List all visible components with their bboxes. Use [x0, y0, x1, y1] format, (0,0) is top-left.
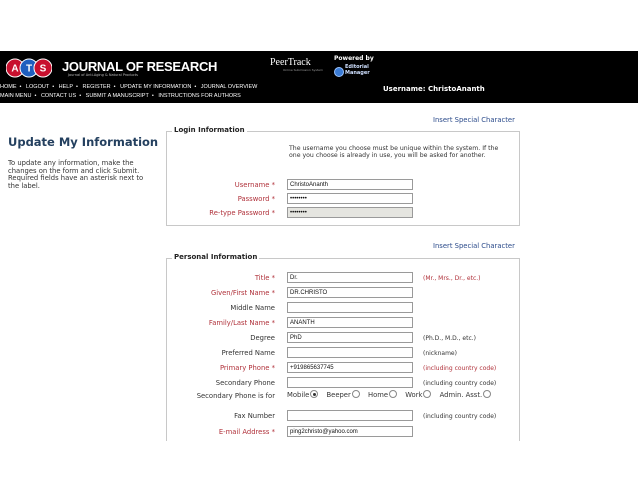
- radio-button[interactable]: [423, 390, 431, 398]
- editorial-manager-text: Editorial Manager: [345, 64, 370, 76]
- page-title: Update My Information: [8, 135, 159, 149]
- radio-label: Mobile: [287, 391, 310, 399]
- personal-information-legend: Personal Information: [174, 253, 258, 261]
- fax-number-input[interactable]: [287, 410, 413, 421]
- retype-password-input[interactable]: ••••••••: [287, 207, 413, 218]
- radio-button[interactable]: [389, 390, 397, 398]
- nav-journal-overview[interactable]: JOURNAL OVERVIEW: [200, 84, 258, 90]
- password-label: Password *: [237, 195, 275, 203]
- radio-button[interactable]: [310, 390, 318, 398]
- middle-name-label: Middle Name: [230, 304, 275, 312]
- nav-instructions-for-authors[interactable]: INSTRUCTIONS FOR AUTHORS: [158, 93, 241, 99]
- title-input[interactable]: Dr.: [287, 272, 413, 283]
- site-header: [0, 51, 638, 103]
- nav-help[interactable]: HELP: [58, 84, 74, 90]
- primary-phone-input[interactable]: +919865637745: [287, 362, 413, 373]
- given-name-input[interactable]: DR.CHRISTO: [287, 287, 413, 298]
- radio-label: Admin. Asst.: [439, 391, 483, 399]
- secondary-phone-type-radio-group: [287, 390, 497, 399]
- peertrack-subtitle: Online Submission System: [283, 68, 323, 72]
- radio-button[interactable]: [352, 390, 360, 398]
- username-input[interactable]: ChristoAnanth: [287, 179, 413, 190]
- radio-label: Home: [367, 391, 389, 399]
- primary-phone-hint: (including country code): [423, 365, 497, 372]
- username-label: Username *: [234, 181, 275, 189]
- title-label: Title *: [254, 274, 275, 282]
- middle-name-input[interactable]: [287, 302, 413, 313]
- fax-number-label: Fax Number: [234, 412, 275, 420]
- password-input[interactable]: ••••••••: [287, 193, 413, 204]
- powered-by-label: Powered by: [334, 55, 374, 62]
- preferred-name-label: Preferred Name: [221, 349, 275, 357]
- retype-password-label: Re-type Password *: [209, 209, 275, 217]
- journal-title: JOURNAL OF RESEARCH: [62, 59, 218, 74]
- secondary-phone-label: Secondary Phone: [215, 379, 275, 387]
- radio-option-mobile[interactable]: [287, 391, 321, 399]
- title-hint: (Mr., Mrs., Dr., etc.): [423, 275, 481, 282]
- page-instructions: To update any information, make the changes on the form and click Submit. Required fields have an asterisk next to the label.: [8, 159, 144, 190]
- radio-label: Beeper: [326, 391, 351, 399]
- editorial-manager-logo: [334, 64, 376, 82]
- journal-logo-icon[interactable]: [6, 57, 52, 79]
- email-address-input[interactable]: ping2christo@yahoo.com: [287, 426, 413, 437]
- logo-letter: S: [39, 63, 47, 75]
- login-information-legend: Login Information: [174, 126, 245, 134]
- journal-subtitle: Journal of Anti-Aging & Natural Products: [68, 73, 138, 77]
- preferred-name-hint: (nickname): [423, 350, 457, 357]
- radio-option-home[interactable]: [368, 391, 400, 399]
- radio-option-beeper[interactable]: [326, 391, 362, 399]
- username-note: The username you choose must be unique within the system. If the one you choose is already in use, you will be asked for another.: [289, 145, 499, 160]
- editorial-manager-icon: [334, 67, 344, 77]
- peertrack-logo: PeerTrack: [270, 57, 311, 68]
- degree-input[interactable]: PhD: [287, 332, 413, 343]
- secondary-phone-hint: (including country code): [423, 380, 497, 387]
- username-display: Username: ChristoAnanth: [383, 85, 485, 93]
- nav-submit-manuscript[interactable]: SUBMIT A MANUSCRIPT: [85, 93, 149, 99]
- insert-special-character-link[interactable]: Insert Special Character: [433, 242, 515, 250]
- nav-contact-us[interactable]: CONTACT US: [40, 93, 77, 99]
- family-name-input[interactable]: ANANTH: [287, 317, 413, 328]
- nav-register[interactable]: REGISTER: [82, 84, 111, 90]
- radio-label: Work: [405, 391, 423, 399]
- logo-letter: T: [25, 63, 33, 75]
- nav-main-menu[interactable]: MAIN MENU: [0, 93, 32, 99]
- fax-number-hint: (including country code): [423, 413, 497, 420]
- given-name-label: Given/First Name *: [210, 289, 275, 297]
- email-address-label: E-mail Address *: [218, 428, 275, 436]
- preferred-name-input[interactable]: [287, 347, 413, 358]
- logo-letter: A: [11, 63, 19, 75]
- secondary-phone-input[interactable]: [287, 377, 413, 388]
- radio-option-admin-asst[interactable]: [440, 391, 495, 399]
- insert-special-character-link[interactable]: Insert Special Character: [433, 116, 515, 124]
- nav-logout[interactable]: LOGOUT: [25, 84, 50, 90]
- primary-phone-label: Primary Phone *: [219, 364, 275, 372]
- radio-option-work[interactable]: [405, 391, 434, 399]
- radio-button[interactable]: [483, 390, 491, 398]
- degree-hint: (Ph.D., M.D., etc.): [423, 335, 477, 342]
- top-nav-row-1: HOME • LOGOUT • HELP • REGISTER • UPDATE MY INFORMATION • JOURNAL OVERVIEW: [0, 84, 258, 90]
- nav-update-my-information[interactable]: UPDATE MY INFORMATION: [120, 84, 192, 90]
- degree-label: Degree: [250, 334, 275, 342]
- family-name-label: Family/Last Name *: [208, 319, 275, 327]
- nav-home[interactable]: HOME: [0, 84, 17, 90]
- secondary-phone-for-label: Secondary Phone is for: [196, 392, 275, 400]
- top-nav-row-2: MAIN MENU • CONTACT US • SUBMIT A MANUSCRIPT • INSTRUCTIONS FOR AUTHORS: [0, 93, 241, 99]
